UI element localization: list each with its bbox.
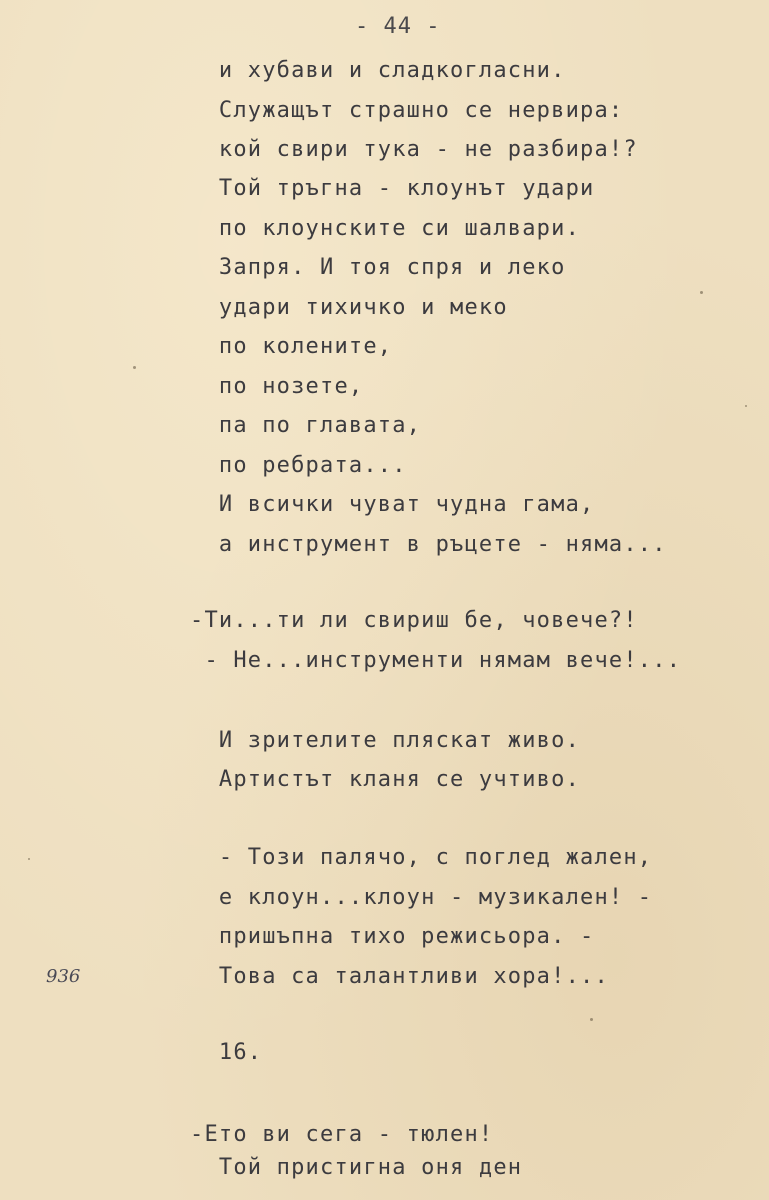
text-line: Той тръгна - клоунът удари bbox=[190, 176, 595, 201]
text-line: пришъпна тихо режисьора. - bbox=[190, 924, 595, 949]
text-line: по нозете, bbox=[190, 374, 364, 399]
text-line: кой свири тука - не разбира!? bbox=[190, 137, 638, 162]
text-line: удари тихичко и меко bbox=[190, 295, 508, 320]
text-line: Запря. И тоя спря и леко bbox=[190, 255, 566, 280]
paper-speck bbox=[700, 291, 703, 294]
paper-speck bbox=[590, 1018, 593, 1021]
paper-speck bbox=[28, 858, 30, 860]
text-line: Служащът страшно се нервира: bbox=[190, 98, 624, 123]
text-line: Това са талантливи хора!... bbox=[190, 964, 609, 989]
margin-note: 936 bbox=[46, 966, 81, 987]
paper-speck bbox=[133, 366, 136, 369]
section-number: 16. bbox=[190, 1040, 263, 1065]
text-line: по ребрата... bbox=[190, 453, 407, 478]
text-line: и хубави и сладкогласни. bbox=[190, 58, 566, 83]
text-line: е клоун...клоун - музикален! - bbox=[190, 885, 653, 910]
text-line: Артистът кланя се учтиво. bbox=[190, 767, 581, 792]
text-line: -Ето ви сега - тюлен! bbox=[190, 1122, 494, 1147]
text-line: Той пристигна оня ден bbox=[190, 1155, 523, 1180]
text-line: -Ти...ти ли свириш бе, човече?! bbox=[190, 608, 638, 633]
text-line: - Този палячо, с поглед жален, bbox=[190, 845, 653, 870]
text-line: а инструмент в ръцете - няма... bbox=[190, 532, 667, 557]
paper-speck bbox=[745, 405, 747, 407]
text-line: по клоунските си шалвари. bbox=[190, 216, 581, 241]
text-line: по колените, bbox=[190, 334, 393, 359]
page-number: - 44 - bbox=[355, 14, 441, 39]
text-line: - Не...инструменти нямам вече!... bbox=[190, 648, 682, 673]
text-line: па по главата, bbox=[190, 413, 422, 438]
text-line: И зрителите пляскат живо. bbox=[190, 728, 581, 753]
text-line: И всички чуват чудна гама, bbox=[190, 492, 595, 517]
